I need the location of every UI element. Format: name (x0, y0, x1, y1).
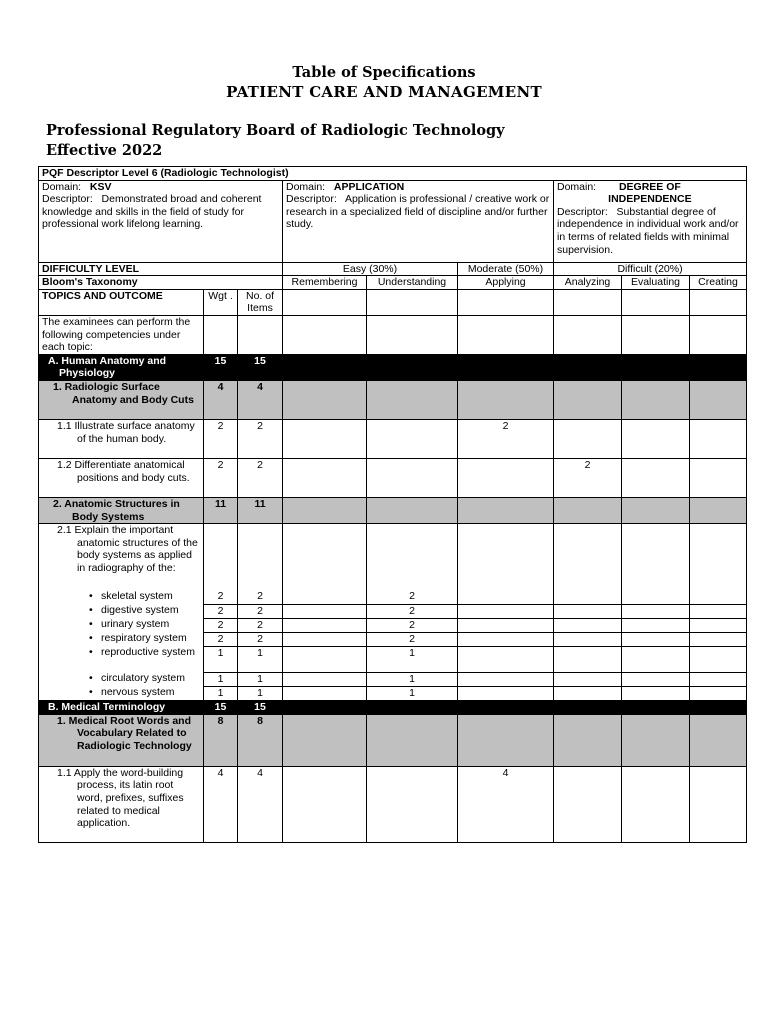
organization-name: Professional Regulatory Board of Radiologic Technology (46, 122, 505, 139)
urinary-wgt: 2 (204, 618, 237, 632)
system-urinary: • urinary system (39, 618, 203, 632)
subtopic-b1-items: 8 (238, 714, 283, 766)
reproductive-wgt: 1 (204, 646, 237, 672)
subtopic-a2-row (39, 497, 747, 523)
item-a12-analyzing: 2 (554, 458, 622, 497)
document-subtitle: PATIENT CARE AND MANAGEMENT (226, 83, 542, 101)
domain-ksv: Domain: KSV Descriptor: Demonstrated broad and coherent knowledge and skills in the field of study for professional work lifelong learning. (39, 180, 283, 262)
item-a11-applying: 2 (458, 419, 554, 458)
difficulty-row (39, 262, 747, 276)
subtopic-b1-title: 1. Medical Root Words and Vocabulary Related to Radiologic Technology (39, 714, 204, 766)
nervous-understanding: 1 (367, 686, 457, 700)
bloom-evaluating: Evaluating (622, 276, 690, 290)
systems-remembering-column (283, 524, 367, 701)
reproductive-understanding: 1 (367, 646, 457, 672)
item-b11-text: 1.1 Apply the word-building process, its latin root word, prefixes, suffixes related to medical application. (39, 766, 204, 842)
subtopic-a1-row (39, 380, 747, 419)
bloom-label: Bloom's Taxonomy (39, 276, 283, 290)
digestive-items: 2 (238, 604, 282, 618)
item-a21-text: 2.1 Explain the important anatomic structures of the body systems as applied in radiography of the: (57, 524, 198, 574)
wgt-header: Wgt . (204, 289, 238, 315)
difficulty-label: DIFFICULTY LEVEL (39, 262, 283, 276)
pqf-row (39, 167, 747, 181)
item-b11-items: 4 (238, 766, 283, 842)
difficulty-difficult: Difficult (20%) (554, 262, 747, 276)
subtopic-a2-title: 2. Anatomic Structures in Body Systems (39, 497, 204, 523)
skeletal-understanding: 2 (409, 590, 415, 603)
bloom-analyzing: Analyzing (554, 276, 622, 290)
systems-wgt-column (204, 524, 238, 701)
subtopic-a1-items: 4 (238, 380, 283, 419)
domain-independence: Domain: DEGREE OF INDEPENDENCE Descriptor: Substantial degree of independence in individual work and/or in terms of related fields with minimal supervision. (554, 180, 747, 262)
nervous-items: 1 (238, 686, 282, 700)
pqf-descriptor: PQF Descriptor Level 6 (Radiologic Technologist) (39, 167, 747, 181)
circulatory-items: 1 (238, 672, 282, 686)
bloom-applying: Applying (458, 276, 554, 290)
item-a11-row (39, 419, 747, 458)
section-b-wgt: 15 (204, 701, 238, 715)
section-b-row (39, 701, 747, 715)
domain-application: Domain: APPLICATION Descriptor: Application is professional / creative work or research in a specialized field of discipline and/or further study. (283, 180, 554, 262)
subtopic-b1-wgt: 8 (204, 714, 238, 766)
item-a12-row (39, 458, 747, 497)
skeletal-wgt: 2 (217, 590, 224, 603)
effective-date: Effective 2022 (46, 142, 163, 159)
skeletal-items: 2 (257, 590, 263, 603)
item-a12-wgt: 2 (204, 458, 238, 497)
system-circulatory: • circulatory system (39, 672, 203, 686)
system-reproductive: • reproductive system (39, 646, 203, 672)
section-b-items: 15 (238, 701, 283, 715)
section-b-title: B. Medical Terminology (39, 701, 204, 715)
subtopic-a1-wgt: 4 (204, 380, 238, 419)
bloom-understanding: Understanding (367, 276, 458, 290)
bloom-creating: Creating (690, 276, 747, 290)
item-b11-wgt: 4 (204, 766, 238, 842)
item-a11-text: 1.1 Illustrate surface anatomy of the human body. (39, 419, 204, 458)
column-header-row (39, 289, 747, 315)
difficulty-moderate: Moderate (50%) (458, 262, 554, 276)
section-a-items: 15 (238, 354, 283, 380)
bloom-row (39, 276, 747, 290)
subtopic-a2-wgt: 11 (204, 497, 238, 523)
specifications-table (38, 166, 747, 843)
system-nervous: • nervous system (39, 686, 203, 700)
bloom-remembering: Remembering (283, 276, 367, 290)
respiratory-understanding: 2 (367, 632, 457, 646)
item-b11-applying: 4 (458, 766, 554, 842)
item-a12-items: 2 (238, 458, 283, 497)
difficulty-easy: Easy (30%) (283, 262, 458, 276)
digestive-wgt: 2 (204, 604, 237, 618)
item-a12-text: 1.2 Differentiate anatomical positions and body cuts. (39, 458, 204, 497)
item-b11-row (39, 766, 747, 842)
item-a21-row (39, 524, 747, 701)
intro-row (39, 315, 747, 354)
items-header: No. of Items (238, 289, 283, 315)
subtopic-a2-items: 11 (238, 497, 283, 523)
respiratory-items: 2 (238, 632, 282, 646)
subtopic-b1-row (39, 714, 747, 766)
domain-row (39, 180, 747, 262)
section-a-row (39, 354, 747, 380)
topics-header: TOPICS AND OUTCOME (39, 289, 204, 315)
section-a-title: A. Human Anatomy and Physiology (39, 354, 204, 380)
circulatory-understanding: 1 (367, 672, 457, 686)
digestive-understanding: 2 (367, 604, 457, 618)
item-a21-cell (39, 524, 204, 701)
item-a11-wgt: 2 (204, 419, 238, 458)
nervous-wgt: 1 (204, 686, 237, 700)
urinary-understanding: 2 (367, 618, 457, 632)
intro-text: The examinees can perform the following competencies under each topic: (39, 315, 204, 354)
reproductive-items: 1 (238, 646, 282, 672)
system-respiratory: • respiratory system (39, 632, 203, 646)
document-title: Table of Specifications (292, 64, 476, 81)
circulatory-wgt: 1 (204, 672, 237, 686)
systems-items-column (238, 524, 283, 701)
section-a-wgt: 15 (204, 354, 238, 380)
respiratory-wgt: 2 (204, 632, 237, 646)
systems-understanding-column (367, 524, 458, 701)
system-skeletal: • skeletal system (39, 590, 203, 604)
subtopic-a1-title: 1. Radiologic Surface Anatomy and Body Cuts (39, 380, 204, 419)
item-a11-items: 2 (238, 419, 283, 458)
urinary-items: 2 (238, 618, 282, 632)
system-digestive: • digestive system (39, 604, 203, 618)
